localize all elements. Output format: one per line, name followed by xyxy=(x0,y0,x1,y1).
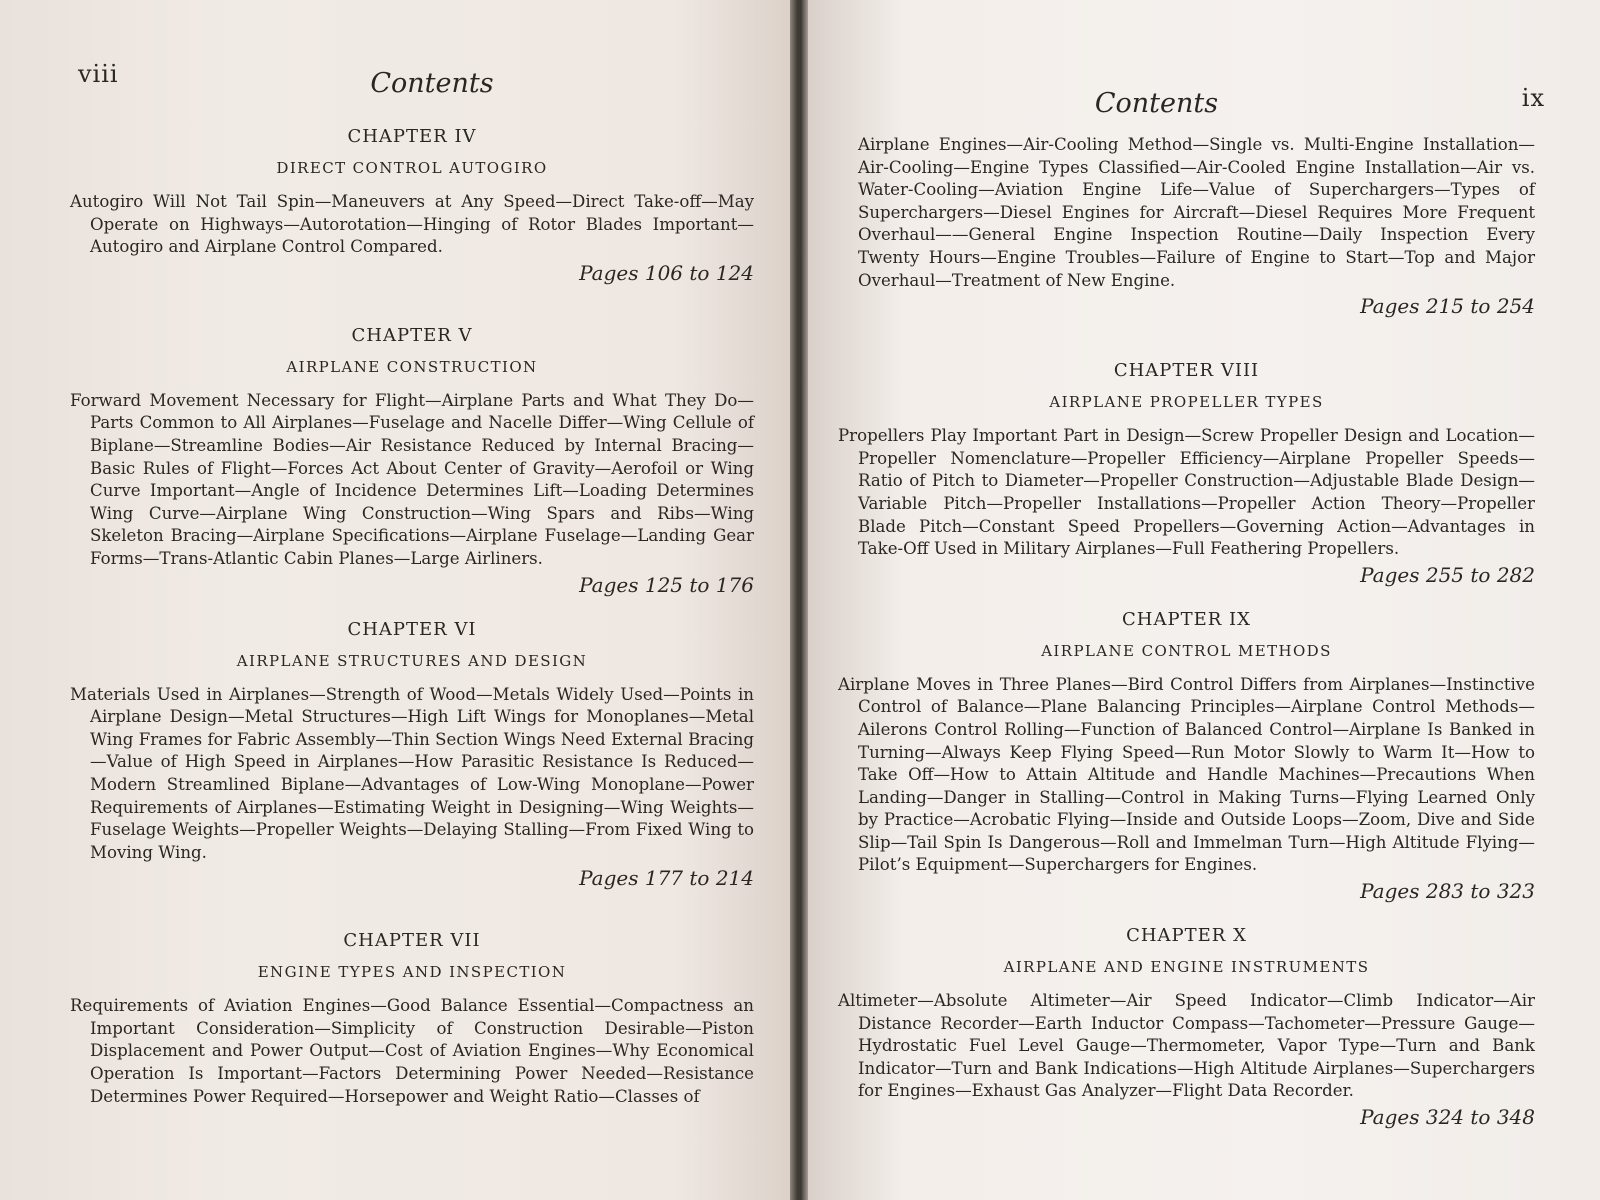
chapter-title: AIRPLANE CONTROL METHODS xyxy=(1041,641,1332,660)
chapter-page-range: Pages 106 to 124 xyxy=(579,260,754,285)
chapter-vii-continued xyxy=(838,134,1535,318)
chapter-title: AIRPLANE CONSTRUCTION xyxy=(286,357,538,376)
chapter-title: AIRPLANE PROPELLER TYPES xyxy=(1049,393,1324,412)
chapter-page-range: Pages 215 to 254 xyxy=(1360,294,1535,319)
chapter-page-range: Pages 177 to 214 xyxy=(579,866,754,891)
chapter-iv xyxy=(70,126,754,285)
right-page xyxy=(808,0,1600,1200)
chapter-number: CHAPTER V xyxy=(351,324,473,346)
left-page xyxy=(0,0,790,1200)
chapter-summary: Autogiro Will Not Tail Spin—Maneuvers at Any Speed—Direct Take-off—May Operate on Highways—Autorotation—Hinging of Rotor Blades Important—Autogiro and Airplane Control Compared. xyxy=(70,192,754,257)
page-number-ix: ix xyxy=(1521,84,1545,112)
chapter-page-range: Pages 255 to 282 xyxy=(1360,562,1535,587)
chapter-number: CHAPTER X xyxy=(1126,925,1247,947)
chapter-number: CHAPTER VI xyxy=(347,618,477,640)
chapter-summary: Airplane Moves in Three Planes—Bird Control Differs from Airplanes—Instinctive Control of Balance—Plane Balancing Principles—Airplane Control Methods—Ailerons Control Rolling—Function of Balanced Control—Airplane Is Banked in Turning—Always Keep Flying Speed—Run Motor Slowly to Warm It—How to Take Off—How to Attain Altitude and Handle Machines—Precautions When Landing—Danger in Stalling—Control in Making Turns—Flying Learned Only by Practice—Acrobatic Flying—Inside and Outside Loops—Zoom, Dive and Side Slip—Tail Spin Is Dangerous—Roll and Immelman Turn—High Altitude Flying—Pilot’s Equipment—Superchargers for Engines. xyxy=(838,674,1535,875)
chapter-title: ENGINE TYPES AND INSPECTION xyxy=(257,963,567,982)
chapter-ix xyxy=(838,609,1535,903)
chapter-title: DIRECT CONTROL AUTOGIRO xyxy=(276,159,548,177)
chapter-viii xyxy=(838,360,1535,587)
chapter-number: CHAPTER IX xyxy=(1122,608,1251,630)
chapter-page-range: Pages 283 to 323 xyxy=(1360,879,1535,904)
right-running-head xyxy=(838,78,1545,128)
chapter-summary: Airplane Engines—Air-Cooling Method—Single vs. Multi-Engine Installation—Air-Cooling—Engine Types Classified—Air-Cooled Engine Installation—Air vs. Water-Cooling—Aviation Engine Life—Value of Superchargers—Types of Superchargers—Diesel Engines for Aircraft—Diesel Requires More Frequent Overhaul——General Engine Inspection Routine—Daily Inspection Every Twenty Hours—Engine Troubles—Failure of Engine to Start—Top and Major Overhaul—Treatment of New Engine. xyxy=(858,135,1535,290)
chapter-v xyxy=(70,325,754,597)
chapter-title: AIRPLANE STRUCTURES AND DESIGN xyxy=(236,651,588,670)
chapter-summary: Altimeter—Absolute Altimeter—Air Speed Indicator—Climb Indicator—Air Distance Recorder—Earth Inductor Compass—Tachometer—Pressure Gauge—Hydrostatic Fuel Level Gauge—Thermometer, Vapor Type—Turn and Bank Indicator—Turn and Bank Indications—High Altitude Airplanes—Superchargers for Engines—Exhaust Gas Analyzer—Flight Data Recorder. xyxy=(838,991,1535,1101)
chapter-page-range: Pages 324 to 348 xyxy=(1360,1105,1535,1130)
chapter-page-range: Pages 125 to 176 xyxy=(579,572,754,597)
running-title: Contents xyxy=(1094,88,1219,119)
page-number-viii: viii xyxy=(78,60,119,88)
chapter-number: CHAPTER VII xyxy=(343,930,481,952)
chapter-vi xyxy=(70,619,754,891)
chapter-summary: Requirements of Aviation Engines—Good Balance Essential—Compactness an Important Consideration—Simplicity of Construction Desirable—Piston Displacement and Power Output—Cost of Aviation Engines—Why Economical Operation Is Important—Factors Determining Power Needed—Resistance Determines Power Required—Horsepower and Weight Ratio—Classes of xyxy=(70,996,754,1106)
chapter-number: CHAPTER VIII xyxy=(1113,360,1260,382)
chapter-x xyxy=(838,925,1535,1129)
book-gutter xyxy=(790,0,808,1200)
left-running-head xyxy=(70,60,754,110)
chapter-summary: Forward Movement Necessary for Flight—Airplane Parts and What They Do—Parts Common to All Airplanes—Fuselage and Nacelle Differ—Wing Cellule of Biplane—Streamline Bodies—Air Resistance Reduced by Internal Bracing—Basic Rules of Flight—Forces Act About Center of Gravity—Aerofoil or Wing Curve Important—Angle of Incidence Determines Lift—Loading Determines Wing Curve—Airplane Wing Construction—Wing Spars and Ribs—Wing Skeleton Bracing—Airplane Specifications—Airplane Fuselage—Landing Gear Forms—Trans-Atlantic Cabin Planes—Large Airliners. xyxy=(70,390,754,568)
chapter-summary: Materials Used in Airplanes—Strength of Wood—Metals Widely Used—Points in Airplane Design—Metal Structures—High Lift Wings for Monoplanes—Metal Wing Frames for Fabric Assembly—Thin Section Wings Need External Bracing—Value of High Speed in Airplanes—How Parasitic Resistance Is Reduced—Modern Streamlined Biplane—Advantages of Low-Wing Monoplane—Power Requirements of Airplanes—Estimating Weight in Designing—Wing Weights—Fuselage Weights—Propeller Weights—Delaying Stalling—From Fixed Wing to Moving Wing. xyxy=(70,684,754,862)
chapter-summary: Propellers Play Important Part in Design—Screw Propeller Design and Location—Propeller Nomenclature—Propeller Efficiency—Airplane Propeller Speeds—Ratio of Pitch to Diameter—Propeller Construction—Adjustable Blade Design—Variable Pitch—Propeller Installations—Propeller Action Theory—Propeller Blade Pitch—Constant Speed Propellers—Governing Action—Advantages in Take-Off Used in Military Airplanes—Full Feathering Propellers. xyxy=(838,426,1535,559)
running-title: Contents xyxy=(370,68,494,99)
chapter-vii xyxy=(70,930,754,1108)
chapter-number: CHAPTER IV xyxy=(347,126,477,147)
chapter-title: AIRPLANE AND ENGINE INSTRUMENTS xyxy=(1003,958,1370,977)
